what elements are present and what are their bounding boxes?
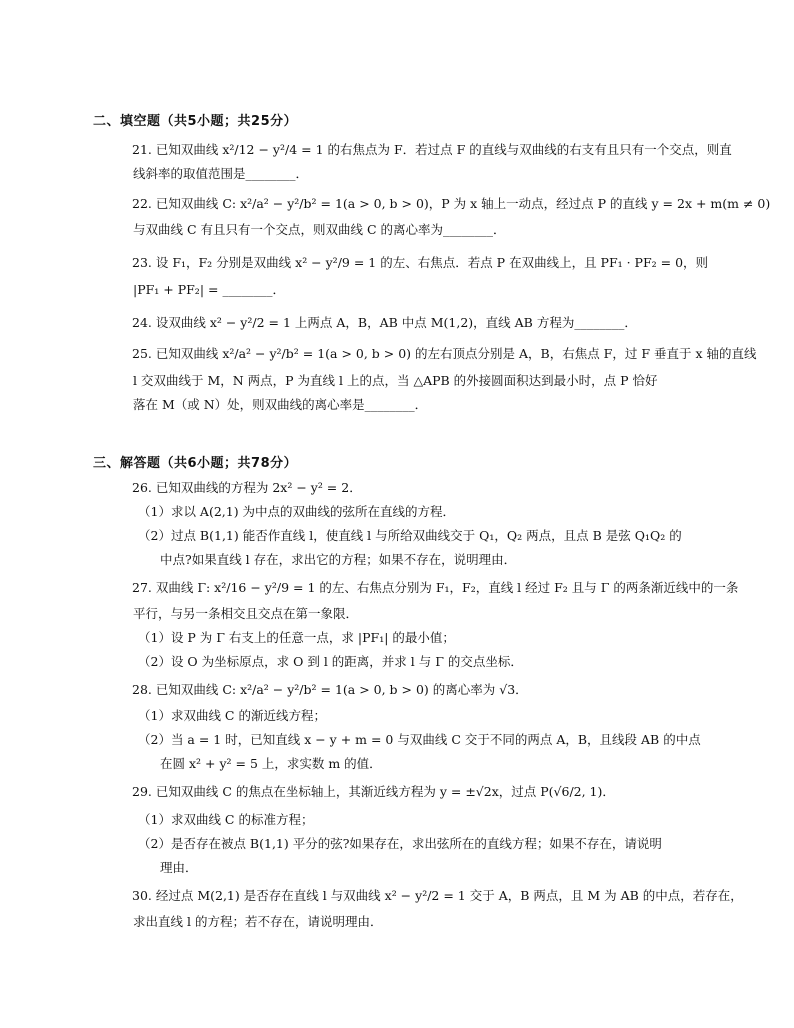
question-26-part-2-line-2: 中点?如果直线 l 存在，求出它的方程；如果不存在，说明理由． xyxy=(160,552,517,567)
question-29-part-2-line-2: 理由． xyxy=(160,860,198,875)
question-28: 28. 已知双曲线 C: x²/a² − y²/b² = 1(a > 0, b > 0) 的离心率为 √3． xyxy=(132,682,528,697)
question-23-line-1: 23. 设 F₁，F₂ 分别是双曲线 x² − y²/9 = 1 的左、右焦点．若点 P 在双曲线上，且 PF₁ · PF₂ = 0，则 xyxy=(132,255,709,270)
question-28-part-1: （1）求双曲线 C 的渐近线方程； xyxy=(138,708,326,723)
question-27-part-2: （2）设 O 为坐标原点，求 O 到 l 的距离，并求 l 与 Γ 的交点坐标． xyxy=(138,654,523,669)
section-title-fill-in: 二、填空题（共5小题；共25分） xyxy=(93,114,298,129)
question-26-part-2-line-1: （2）过点 B(1,1) 能否作直线 l，使直线 l 与所给双曲线交于 Q₁，Q₂ 两点，且点 B 是弦 Q₁Q₂ 的 xyxy=(138,528,682,543)
question-23-line-2: |PF₁ + PF₂| = ________． xyxy=(133,282,285,297)
question-29-part-1: （1）求双曲线 C 的标准方程； xyxy=(138,812,314,827)
question-25-line-2: l 交双曲线于 M，N 两点，P 为直线 l 上的点，当 △APB 的外接圆面积达到最小时，点 P 恰好 xyxy=(133,373,658,388)
question-22-line-2: 与双曲线 C 有且只有一个交点，则双曲线 C 的离心率为________． xyxy=(133,222,506,237)
question-25-line-1: 25. 已知双曲线 x²/a² − y²/b² = 1(a > 0, b > 0) 的左右顶点分别是 A，B，右焦点 F，过 F 垂直于 x 轴的直线 xyxy=(132,346,757,361)
question-26: 26. 已知双曲线的方程为 2x² − y² = 2． xyxy=(132,480,362,495)
question-28-part-2-line-1: （2）当 a = 1 时，已知直线 x − y + m = 0 与双曲线 C 交于不同的两点 A，B，且线段 AB 的中点 xyxy=(138,732,701,747)
question-25-line-3: 落在 M（或 N）处，则双曲线的离心率是________． xyxy=(133,397,428,412)
question-27-part-1: （1）设 P 为 Γ 右支上的任意一点，求 |PF₁| 的最小值； xyxy=(138,630,455,645)
question-22-line-1: 22. 已知双曲线 C: x²/a² − y²/b² = 1(a > 0, b > 0)，P 为 x 轴上一动点，经过点 P 的直线 y = 2x + m(m ≠ 0) xyxy=(132,196,771,211)
question-29: 29. 已知双曲线 C 的焦点在坐标轴上，其渐近线方程为 y = ±√2x，过点 P(√6/2, 1)． xyxy=(132,784,615,799)
section-title-solve: 三、解答题（共6小题；共78分） xyxy=(93,456,298,471)
question-28-part-2-line-2: 在圆 x² + y² = 5 上，求实数 m 的值． xyxy=(160,756,382,771)
question-21-line-1: 21. 已知双曲线 x²/12 − y²/4 = 1 的右焦点为 F．若过点 F 的直线与双曲线的右支有且只有一个交点，则直 xyxy=(132,142,732,157)
question-30-line-1: 30. 经过点 M(2,1) 是否存在直线 l 与双曲线 x² − y²/2 = 1 交于 A，B 两点，且 M 为 AB 的中点，若存在， xyxy=(132,888,743,903)
question-24: 24. 设双曲线 x² − y²/2 = 1 上两点 A，B，AB 中点 M(1,2)，直线 AB 方程为________． xyxy=(132,315,637,330)
question-26-part-1: （1）求以 A(2,1) 为中点的双曲线的弦所在直线的方程． xyxy=(138,504,456,519)
question-29-part-2-line-1: （2）是否存在被点 B(1,1) 平分的弦?如果存在，求出弦所在的直线方程；如果不存在，请说明 xyxy=(138,836,662,851)
question-30-line-2: 求出直线 l 的方程；若不存在，请说明理由． xyxy=(133,914,383,929)
question-21-line-2: 线斜率的取值范围是________． xyxy=(133,166,309,181)
question-27-line-2: 平行，与另一条相交且交点在第一象限． xyxy=(133,606,359,621)
question-27-line-1: 27. 双曲线 Γ: x²/16 − y²/9 = 1 的左、右焦点分别为 F₁，F₂，直线 l 经过 F₂ 且与 Γ 的两条渐近线中的一条 xyxy=(132,580,739,595)
